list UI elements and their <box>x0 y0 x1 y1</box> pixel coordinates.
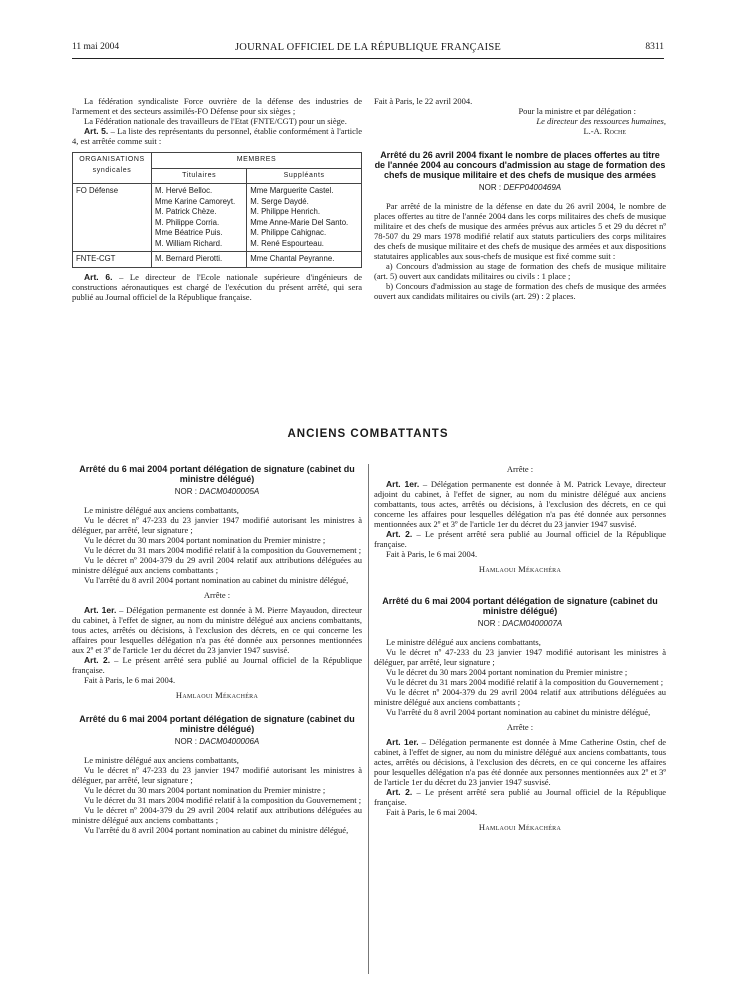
column-top-right <box>374 96 666 301</box>
article-text: – Le présent arrêté sera publié au Journal officiel de la République française. <box>72 655 362 675</box>
nor-reference <box>374 619 666 629</box>
paragraph: Vu le décret du 31 mars 2004 modifié relatif à la composition du Gouvernement ; <box>386 677 664 687</box>
member-name: Mme Karine Camoreyt. <box>155 196 236 206</box>
signature-date: Fait à Paris, le 6 mai 2004. <box>386 549 478 559</box>
article-label: Art. 2. <box>84 655 111 665</box>
article-text: – Délégation permanente est donnée à Mme Catherine Ostin, chef de cabinet, à l'effet de signer, au nom du ministre délégué aux anciens combattants, tous actes, arrêtés ou décisions, à l'exclusion des décrets, en ce qui concerne les affaires pour lesquelles délégation n'a pas été donnée aux personnes mentionnées aux 2º et 3º de l'article 1er du décret du 23 janvier 1947 susvisé. <box>374 737 667 787</box>
article-2 <box>72 655 362 675</box>
signature-date: Fait à Paris, le 6 mai 2004. <box>84 675 176 685</box>
paragraph: Vu le décret nº 2004-379 du 29 avril 2004 relatif aux attributions déléguées au ministre délégué aux anciens combattants ; <box>374 687 666 707</box>
article-label: Art. 6. <box>84 271 113 282</box>
column-divider <box>368 464 369 974</box>
paragraph: Vu le décret du 31 mars 2004 modifié relatif à la composition du Gouvernement ; <box>84 545 362 555</box>
paragraph: Vu le décret du 30 mars 2004 portant nomination du Premier ministre ; <box>386 667 628 677</box>
member-name: M. Bernard Pierotti. <box>155 254 223 263</box>
signer-name: Hamlaoui Mékachéra <box>478 564 562 574</box>
column-bottom-right <box>374 464 666 832</box>
nor-label: NOR : <box>174 737 200 746</box>
member-name: Mme Béatrice Puis. <box>155 228 223 237</box>
nor-label: NOR : <box>477 619 503 628</box>
paragraph: b) Concours d'admission au stage de formation des chefs de musique des armées ouvert aux candidats militaires ou civils (art. 29) : 2 places. <box>374 281 666 301</box>
article-label: Art. 2. <box>386 529 413 539</box>
paragraph: Le ministre délégué aux anciens combattants, <box>84 755 239 765</box>
paragraph: La Fédération nationale des travailleurs de l'Etat (FNTE/CGT) pour un siège. <box>84 116 347 126</box>
titulaires-list <box>152 252 247 268</box>
paragraph: Vu le décret nº 47-233 du 23 janvier 1947 modifié autorisant les ministres à déléguer, par arrêté, leur signature ; <box>72 515 362 535</box>
signer-name: Hamlaoui Mékachéra <box>478 822 562 832</box>
member-name: Mme Anne-Marie Del Santo. <box>250 217 349 227</box>
paragraph: a) Concours d'admission au stage de formation des chefs de musique militaire (art. 5) ouvert aux candidats militaires ou civils : 1 place ; <box>374 261 666 281</box>
article-text: – Le directeur de l'Ecole nationale supérieure d'ingénieurs de constructions aéronautiques est chargé de l'exécution du présent arrêté, qui sera publié au Journal officiel de la République française. <box>72 271 362 302</box>
table-header-suppleants: Suppléants <box>247 168 362 184</box>
journal-title: JOURNAL OFFICIEL DE LA RÉPUBLIQUE FRANÇAISE <box>235 42 501 53</box>
article-5 <box>72 126 362 146</box>
nor-reference <box>72 737 362 747</box>
decree-title: Arrêté du 6 mai 2004 portant délégation de signature (cabinet du ministre délégué) <box>79 714 355 734</box>
article-2 <box>374 529 666 549</box>
paragraph: Vu le décret du 31 mars 2004 modifié relatif à la composition du Gouvernement ; <box>84 795 362 805</box>
org-name: FNTE-CGT <box>73 252 152 268</box>
article-text: – Le présent arrêté sera publié au Journal officiel de la République française. <box>374 529 666 549</box>
article-1 <box>374 479 666 529</box>
section-heading: ANCIENS COMBATTANTS <box>287 428 449 440</box>
article-1 <box>72 605 362 655</box>
nor-code: DACM0400006A <box>199 737 260 746</box>
org-name: FO Défense <box>73 184 152 252</box>
article-label: Art. 1er. <box>386 737 419 747</box>
suppleants-list <box>247 184 362 252</box>
nor-code: DACM0400005A <box>199 487 260 496</box>
nor-code: DACM0400007A <box>502 619 563 628</box>
arrete-label: Arrête : <box>506 464 534 474</box>
article-label: Art. 1er. <box>84 605 117 615</box>
decree-title: Arrêté du 6 mai 2004 portant délégation de signature (cabinet du ministre délégué) <box>382 596 658 616</box>
member-name: M. Philippe Henrich. <box>250 207 321 216</box>
member-name: M. Philippe Corria. <box>155 217 220 227</box>
paragraph: Le ministre délégué aux anciens combattants, <box>84 505 239 515</box>
signature-date: Fait à Paris, le 22 avril 2004. <box>374 96 473 106</box>
article-label: Art. 2. <box>386 787 413 797</box>
article-text: – La liste des représentants du personnel, établie conformément à l'article 4, est arrêtée comme suit : <box>72 126 362 146</box>
member-name: M. René Espourteau. <box>250 238 324 248</box>
titulaires-list <box>152 184 247 252</box>
nor-label: NOR : <box>174 487 200 496</box>
decree-title: Arrêté du 6 mai 2004 portant délégation de signature (cabinet du ministre délégué) <box>79 464 355 484</box>
arrete-label: Arrête : <box>506 722 534 732</box>
paragraph: Vu l'arrêté du 8 avril 2004 portant nomination au cabinet du ministre délégué, <box>84 575 349 585</box>
page-number: 8311 <box>645 42 664 52</box>
signature-date: Fait à Paris, le 6 mai 2004. <box>386 807 478 817</box>
nor-label: NOR : <box>478 183 504 192</box>
member-name: M. Serge Daydé. <box>250 196 309 206</box>
article-1 <box>374 737 666 787</box>
member-name: M. Philippe Cahignac. <box>250 228 327 237</box>
nor-reference <box>374 183 666 193</box>
paragraph: Vu le décret nº 2004-379 du 29 avril 2004 relatif aux attributions déléguées au ministre délégué aux anciens combattants ; <box>72 805 362 825</box>
article-6 <box>72 272 362 302</box>
member-name: Mme Marguerite Castel. <box>250 186 334 195</box>
arrete-label: Arrête : <box>203 590 231 600</box>
suppleants-list <box>247 252 362 268</box>
member-name: M. Hervé Belloc. <box>155 186 213 195</box>
paragraph: Vu le décret nº 2004-379 du 29 avril 2004 relatif aux attributions déléguées au ministre délégué aux anciens combattants ; <box>72 555 362 575</box>
nor-code: DEFP0400469A <box>503 183 562 192</box>
article-text: – Délégation permanente est donnée à M. Pierre Mayaudon, directeur du cabinet, à l'effet de signer, au nom du ministre délégué aux anciens combattants, tous actes, arrêtés ou décisions, à l'exclusion des décrets, en ce qui concerne les affaires pour lesquelles délégation n'a pas été donnée aux personnes mentionnées aux 2º et 3º de l'article 1er du décret du 23 janvier 1947 susvisé. <box>72 605 363 655</box>
article-2 <box>374 787 666 807</box>
signer-role: Le directeur des ressources humaines, <box>536 116 666 126</box>
issue-date: 11 mai 2004 <box>72 42 120 52</box>
paragraph: Vu l'arrêté du 8 avril 2004 portant nomination au cabinet du ministre délégué, <box>386 707 651 717</box>
header-rule <box>72 58 664 59</box>
paragraph: Vu l'arrêté du 8 avril 2004 portant nomination au cabinet du ministre délégué, <box>84 825 349 835</box>
article-text: – Délégation permanente est donnée à M. Patrick Levaye, directeur adjoint du cabinet, à l'effet de signer, au nom du ministre délégué aux anciens combattants, tous actes, arrêtés ou décisions, à l'exclusion des décrets, en ce qui concerne les affaires pour lesquelles délégation n'a pas été donnée aux personnes mentionnées aux 2º et 3º de l'article 1er du décret du 23 janvier 1947 susvisé. <box>374 479 667 529</box>
signer-name: L.-A. Roche <box>583 126 626 136</box>
table-row <box>73 252 362 268</box>
signer-name: Hamlaoui Mékachéra <box>175 690 259 700</box>
member-name: Mme Chantal Peyranne. <box>250 254 335 263</box>
nor-reference <box>72 487 362 497</box>
article-text: – Le présent arrêté sera publié au Journal officiel de la République française. <box>374 787 666 807</box>
paragraph: Vu le décret du 30 mars 2004 portant nomination du Premier ministre ; <box>84 785 326 795</box>
member-name: M. Patrick Chèze. <box>155 207 217 216</box>
delegation-line: Pour la ministre et par délégation : <box>518 106 636 116</box>
paragraph: Par arrêté de la ministre de la défense en date du 26 avril 2004, le nombre de places offertes au titre de l'année 2004 dans les corps militaires des chefs de musique militaire et des chefs de musique des armées prévus aux articles 5 et 29 du décret nº 78-507 du 29 mars 1978 modifié relatif aux statuts particuliers des corps militaires des chefs de musique militaire et des chefs de musique des armées et aux dispositions statutaires applicables aux sous-chefs de musique est fixé comme suit : <box>374 201 666 261</box>
column-top-left <box>72 96 362 302</box>
column-bottom-left <box>72 464 362 835</box>
table-header-titulaires: Titulaires <box>152 168 247 184</box>
table-header-membres: MEMBRES <box>152 153 362 169</box>
paragraph: Vu le décret nº 47-233 du 23 janvier 1947 modifié autorisant les ministres à déléguer, par arrêté, leur signature ; <box>72 765 362 785</box>
article-label: Art. 1er. <box>386 479 420 489</box>
table-header-organisations: ORGANISATIONS syndicales <box>73 153 152 184</box>
paragraph: Le ministre délégué aux anciens combattants, <box>386 637 541 647</box>
paragraph: Vu le décret nº 47-233 du 23 janvier 1947 modifié autorisant les ministres à déléguer, par arrêté, leur signature ; <box>374 647 666 667</box>
paragraph: Vu le décret du 30 mars 2004 portant nomination du Premier ministre ; <box>84 535 326 545</box>
table-row <box>73 184 362 252</box>
members-table <box>72 152 362 268</box>
article-label: Art. 5. <box>84 126 109 136</box>
paragraph: La fédération syndicaliste Force ouvrière de la défense des industries de l'armement et des secteurs assimilés-FO Défense pour six sièges ; <box>72 96 362 116</box>
member-name: M. William Richard. <box>155 238 223 248</box>
decree-title: Arrêté du 26 avril 2004 fixant le nombre de places offertes au titre de l'année 2004 au concours d'admission au stage de formation des chefs de musique militaire et des chefs de musique des armées <box>374 150 666 180</box>
page-header <box>72 42 664 56</box>
